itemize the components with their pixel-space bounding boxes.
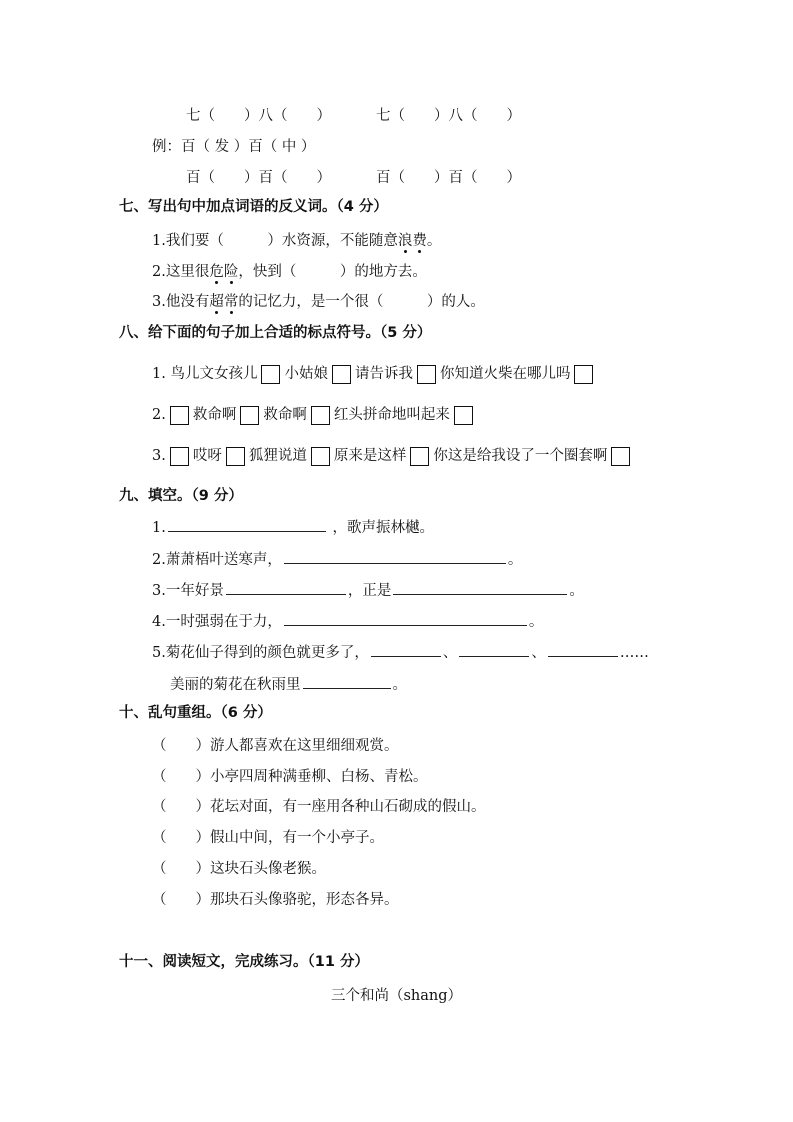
answer-box[interactable] <box>611 447 630 466</box>
q10-item: （ ）这块石头像老猴。 <box>152 861 326 877</box>
blank-line[interactable] <box>459 641 529 657</box>
q7-item-3-dotted-1: 超 <box>209 294 224 310</box>
q7-item-2-pre: 2.这里很 <box>152 264 210 280</box>
q7-item-1-dotted-1: 浪 <box>397 233 413 249</box>
q7-item-1-post: 。 <box>426 233 442 249</box>
answer-box[interactable] <box>574 365 593 384</box>
story-title-pinyin: （shang） <box>388 988 463 1004</box>
q9-line-2 <box>152 548 522 570</box>
q9-l3-text-2: ，正是 <box>347 583 392 599</box>
q9-l3-end: 。 <box>569 583 584 599</box>
q8-sentence-1 <box>152 364 597 384</box>
q9-l5-text: 5.菊花仙子得到的颜色就更多了， <box>152 645 369 661</box>
q8-s3-text-3: 原来是这样 <box>333 448 407 464</box>
answer-box[interactable] <box>454 406 473 425</box>
q10-title: 十、乱句重组。（6 分） <box>119 705 272 721</box>
q11-title: 十一、阅读短文，完成练习。（11 分） <box>119 954 369 970</box>
q8-s3-num: 3. <box>152 448 166 464</box>
answer-box[interactable] <box>261 365 280 384</box>
answer-box[interactable] <box>311 447 330 466</box>
answer-box[interactable] <box>311 406 330 425</box>
q8-title: 八、给下面的句子加上合适的标点符号。（5 分） <box>119 325 432 341</box>
q8-sentence-2 <box>152 405 477 425</box>
q8-s1-text-2: 小姑娘 <box>284 366 328 382</box>
q9-l4-text: 4.一时强弱在于力， <box>152 614 282 630</box>
q8-s1-text-3: 请告诉我 <box>354 366 413 382</box>
q7-title: 七、写出句中加点词语的反义词。（4 分） <box>119 199 388 215</box>
q6-example-text: 百（ 发 ）百（ 中 ） <box>181 139 316 155</box>
q10-item: （ ）小亭四周种满垂柳、白杨、青松。 <box>152 769 428 785</box>
q10-item: （ ）假山中间，有一个小亭子。 <box>152 830 384 846</box>
q6-row3-left: 百（ ）百（ ） <box>186 170 331 186</box>
q9-line-3 <box>152 579 584 601</box>
q6-row3-right: 百（ ）百（ ） <box>376 170 521 186</box>
blank-line[interactable] <box>371 641 441 657</box>
blank-line[interactable] <box>548 641 618 657</box>
q8-s3-text-1: 哎呀 <box>192 448 222 464</box>
blank-line[interactable] <box>168 516 326 532</box>
q7-item-2 <box>152 262 427 282</box>
q8-s2-num: 2. <box>152 407 166 423</box>
q7-item-1-pre: 1.我们要（ ）水资源，不能随意 <box>152 233 398 249</box>
q8-s1-text-4: 你知道火柴在哪儿吗 <box>439 366 571 382</box>
q8-sentence-3 <box>152 446 634 466</box>
q7-item-3-dotted-2: 常 <box>223 294 239 310</box>
q9-line-6 <box>170 673 407 695</box>
answer-box[interactable] <box>226 447 245 466</box>
q9-line-5 <box>152 641 649 663</box>
q6-row1-right: 七（ ）八（ ） <box>376 108 521 124</box>
q8-s2-text-2: 救命啊 <box>263 407 307 423</box>
q9-l2-text: 2.萧萧梧叶送寒声， <box>152 552 282 568</box>
q7-item-1 <box>152 231 441 251</box>
q9-line-4 <box>152 610 543 632</box>
blank-line[interactable] <box>284 610 527 626</box>
q7-item-1-dotted-2: 费 <box>412 233 427 249</box>
blank-line[interactable] <box>303 673 391 689</box>
answer-box[interactable] <box>170 447 189 466</box>
q6-row1-left: 七（ ）八（ ） <box>186 108 331 124</box>
blank-line[interactable] <box>284 548 506 564</box>
q7-item-3-post: 的记忆力，是一个很（ ）的人。 <box>238 294 485 310</box>
answer-box[interactable] <box>170 406 189 425</box>
q9-line-1 <box>152 516 434 538</box>
q8-s3-text-2: 狐狸说道 <box>248 448 307 464</box>
q7-item-2-dotted-2: 险 <box>223 264 239 280</box>
answer-box[interactable] <box>417 365 436 384</box>
q7-item-2-dotted-1: 危 <box>209 264 224 280</box>
q7-item-2-post: ，快到（ ）的地方去。 <box>238 264 427 280</box>
q9-l6-text: 美丽的菊花在秋雨里 <box>170 677 301 693</box>
q6-example <box>152 137 315 157</box>
q9-l1-num: 1. <box>152 520 166 536</box>
blank-line[interactable] <box>226 579 346 595</box>
q6-example-label: 例： <box>152 139 181 155</box>
story-title-text: 三个和尚 <box>330 988 389 1004</box>
q8-s3-text-4: 你这是给我设了一个圈套啊 <box>433 448 608 464</box>
q10-item: （ ）那块石头像骆驼，形态各异。 <box>152 892 399 908</box>
answer-box[interactable] <box>240 406 259 425</box>
answer-box[interactable] <box>332 365 351 384</box>
q9-l5-ellipsis: …… <box>619 645 649 661</box>
q9-title: 九、填空。（9 分） <box>119 488 243 504</box>
q9-l6-end: 。 <box>392 677 407 693</box>
q8-s1-text-1: 1. 鸟儿文女孩儿 <box>152 366 258 382</box>
blank-line[interactable] <box>393 579 567 595</box>
q9-l5-sep-1: 、 <box>442 645 458 661</box>
q8-s2-text-1: 救命啊 <box>192 407 237 423</box>
q9-l1-text: ，歌声振林樾。 <box>332 520 434 536</box>
q10-item: （ ）花坛对面，有一座用各种山石砌成的假山。 <box>152 799 486 815</box>
q10-item: （ ）游人都喜欢在这里细细观赏。 <box>152 738 399 754</box>
answer-box[interactable] <box>410 447 429 466</box>
q7-item-3 <box>152 292 485 312</box>
q9-l3-text-1: 3.一年好景 <box>152 583 224 599</box>
q7-item-3-pre: 3.他没有 <box>152 294 210 310</box>
q9-l5-sep-2: 、 <box>531 645 546 661</box>
q9-l2-end: 。 <box>507 552 523 568</box>
q8-s2-text-3: 红头拼命地叫起来 <box>333 407 450 423</box>
q9-l4-end: 。 <box>528 614 544 630</box>
story-title <box>0 984 793 1005</box>
